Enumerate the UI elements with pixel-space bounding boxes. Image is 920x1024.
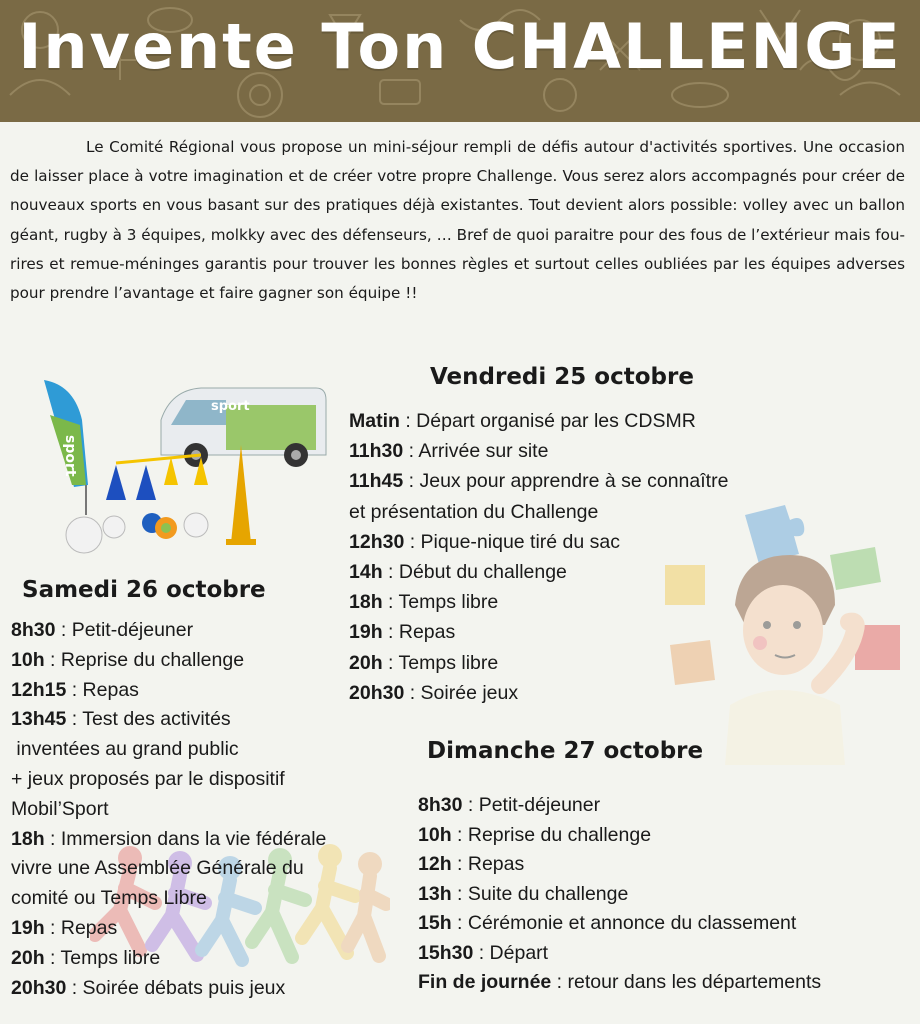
schedule-row bbox=[349, 587, 728, 617]
schedule-time: 12h15 bbox=[11, 678, 67, 701]
schedule-description: : Reprise du challenge bbox=[44, 648, 245, 671]
schedule-row bbox=[418, 939, 821, 969]
schedule-row bbox=[418, 821, 821, 851]
schedule-row bbox=[418, 850, 821, 880]
schedule-description: : Petit-déjeuner bbox=[462, 794, 601, 816]
schedule-row bbox=[349, 648, 728, 678]
schedule-time: 18h bbox=[11, 827, 45, 850]
schedule-time: 10h bbox=[418, 823, 452, 846]
sunday-heading: Dimanche 27 octobre bbox=[427, 738, 704, 764]
schedule-description: + jeux proposés par le dispositif bbox=[11, 767, 285, 790]
sunday-schedule bbox=[418, 791, 821, 998]
schedule-description: : Départ bbox=[473, 941, 549, 964]
schedule-description: : Petit-déjeuner bbox=[55, 619, 194, 641]
schedule-description: comité ou Temps Libre bbox=[11, 887, 207, 910]
schedule-description: inventées au grand public bbox=[11, 738, 239, 761]
friday-heading: Vendredi 25 octobre bbox=[430, 364, 694, 390]
schedule-description: Mobil’Sport bbox=[11, 797, 109, 820]
balls-icon bbox=[66, 513, 208, 553]
header-banner bbox=[0, 0, 920, 122]
schedule-row bbox=[349, 406, 728, 436]
schedule-time: Fin de journée bbox=[418, 971, 552, 993]
sports-equipment-icon bbox=[36, 375, 336, 560]
schedule-time: 13h45 bbox=[11, 708, 67, 731]
schedule-row bbox=[349, 527, 728, 557]
sport-flag-icon bbox=[44, 380, 88, 515]
schedule-description: : Temps libre bbox=[44, 946, 161, 969]
schedule-time: 19h bbox=[11, 916, 45, 939]
schedule-row bbox=[11, 705, 326, 735]
schedule-description: : Cérémonie et annonce du classement bbox=[451, 912, 797, 934]
schedule-row bbox=[11, 854, 326, 884]
schedule-time: 13h bbox=[418, 882, 452, 905]
schedule-description: : Soirée débats puis jeux bbox=[66, 976, 286, 999]
schedule-time: 20h30 bbox=[11, 976, 67, 999]
svg-text:sport: sport bbox=[211, 399, 250, 414]
schedule-row bbox=[11, 884, 326, 914]
schedule-row bbox=[349, 497, 728, 527]
schedule-description: : Repas bbox=[66, 678, 139, 701]
schedule-row bbox=[11, 944, 326, 974]
schedule-time: 8h30 bbox=[11, 619, 56, 641]
friday-schedule bbox=[349, 406, 728, 708]
schedule-row bbox=[418, 968, 821, 998]
schedule-time: 15h30 bbox=[418, 941, 474, 964]
schedule-description: : Arrivée sur site bbox=[403, 440, 549, 463]
schedule-description: : Début du challenge bbox=[382, 560, 567, 583]
schedule-description: : Reprise du challenge bbox=[451, 823, 652, 846]
schedule-row bbox=[11, 765, 326, 795]
schedule-description: : Repas bbox=[451, 853, 525, 875]
schedule-time: 20h bbox=[11, 946, 45, 969]
schedule-time: 8h30 bbox=[418, 794, 463, 816]
schedule-time: 11h45 bbox=[349, 470, 404, 493]
schedule-row bbox=[418, 880, 821, 910]
schedule-description: : retour dans les départements bbox=[551, 971, 822, 993]
schedule-row bbox=[11, 676, 326, 706]
saturday-heading: Samedi 26 octobre bbox=[22, 577, 266, 603]
schedule-row bbox=[11, 646, 326, 676]
schedule-description: : Immersion dans la vie fédérale bbox=[44, 827, 327, 850]
schedule-time: 19h bbox=[349, 621, 383, 644]
svg-text:sport: sport bbox=[62, 435, 78, 477]
schedule-description: : Jeux pour apprendre à se connaître bbox=[403, 470, 729, 493]
schedule-description: : Suite du challenge bbox=[451, 882, 629, 905]
schedule-row bbox=[349, 436, 728, 466]
schedule-description: vivre une Assemblée Générale du bbox=[11, 857, 304, 880]
schedule-row bbox=[11, 914, 326, 944]
page-title: Invente Ton CHALLENGE bbox=[18, 10, 902, 83]
schedule-description: : Test des activités bbox=[66, 708, 231, 731]
schedule-time: 14h bbox=[349, 560, 383, 583]
schedule-row bbox=[11, 616, 326, 646]
schedule-time: 11h30 bbox=[349, 440, 404, 463]
schedule-time: 10h bbox=[11, 648, 45, 671]
saturday-schedule bbox=[11, 616, 326, 1003]
schedule-description: : Pique-nique tiré du sac bbox=[404, 530, 621, 553]
schedule-row bbox=[418, 909, 821, 939]
schedule-description: : Repas bbox=[44, 916, 118, 939]
schedule-description: : Départ organisé par les CDSMR bbox=[399, 410, 696, 432]
schedule-time: 15h bbox=[418, 912, 452, 934]
cones-icon bbox=[106, 445, 256, 545]
schedule-row bbox=[349, 617, 728, 647]
schedule-row bbox=[11, 825, 326, 855]
schedule-description: et présentation du Challenge bbox=[349, 500, 599, 523]
schedule-row bbox=[418, 791, 821, 821]
schedule-description: : Soirée jeux bbox=[404, 681, 519, 704]
schedule-description: : Temps libre bbox=[382, 651, 499, 674]
schedule-row bbox=[349, 678, 728, 708]
schedule-description: : Temps libre bbox=[382, 591, 499, 614]
schedule-time: 12h bbox=[418, 853, 452, 875]
schedule-row bbox=[11, 735, 326, 765]
schedule-row bbox=[349, 557, 728, 587]
schedule-time: Matin bbox=[349, 410, 400, 432]
schedule-time: 20h30 bbox=[349, 681, 405, 704]
schedule-row bbox=[349, 466, 728, 496]
intro-paragraph: Le Comité Régional vous propose un mini-séjour rempli de défis autour d'activités sportives. Une occasion de laisser place à votre imagination et de créer votre propre Challenge. Vous serez alors accompagnés pour créer de nouveaux sports en vous basant sur des pratiques déjà existantes. Tout devient alors possible: volley avec un ballon géant, rugby à 3 équipes, molkky avec des défenseurs, … Bref de quoi paraitre pour des fous de l’extérieur mais fou-rires et remue-méninges garantis pour trouver les bonnes règles et surtout celles oubliées par les équipes adverses pour prendre l’avantage et faire gagner son équipe !! bbox=[10, 138, 905, 303]
schedule-row bbox=[11, 795, 326, 825]
schedule-description: : Repas bbox=[382, 621, 456, 644]
schedule-time: 18h bbox=[349, 591, 383, 614]
schedule-time: 20h bbox=[349, 651, 383, 674]
schedule-row bbox=[11, 974, 326, 1004]
schedule-time: 12h30 bbox=[349, 530, 405, 553]
